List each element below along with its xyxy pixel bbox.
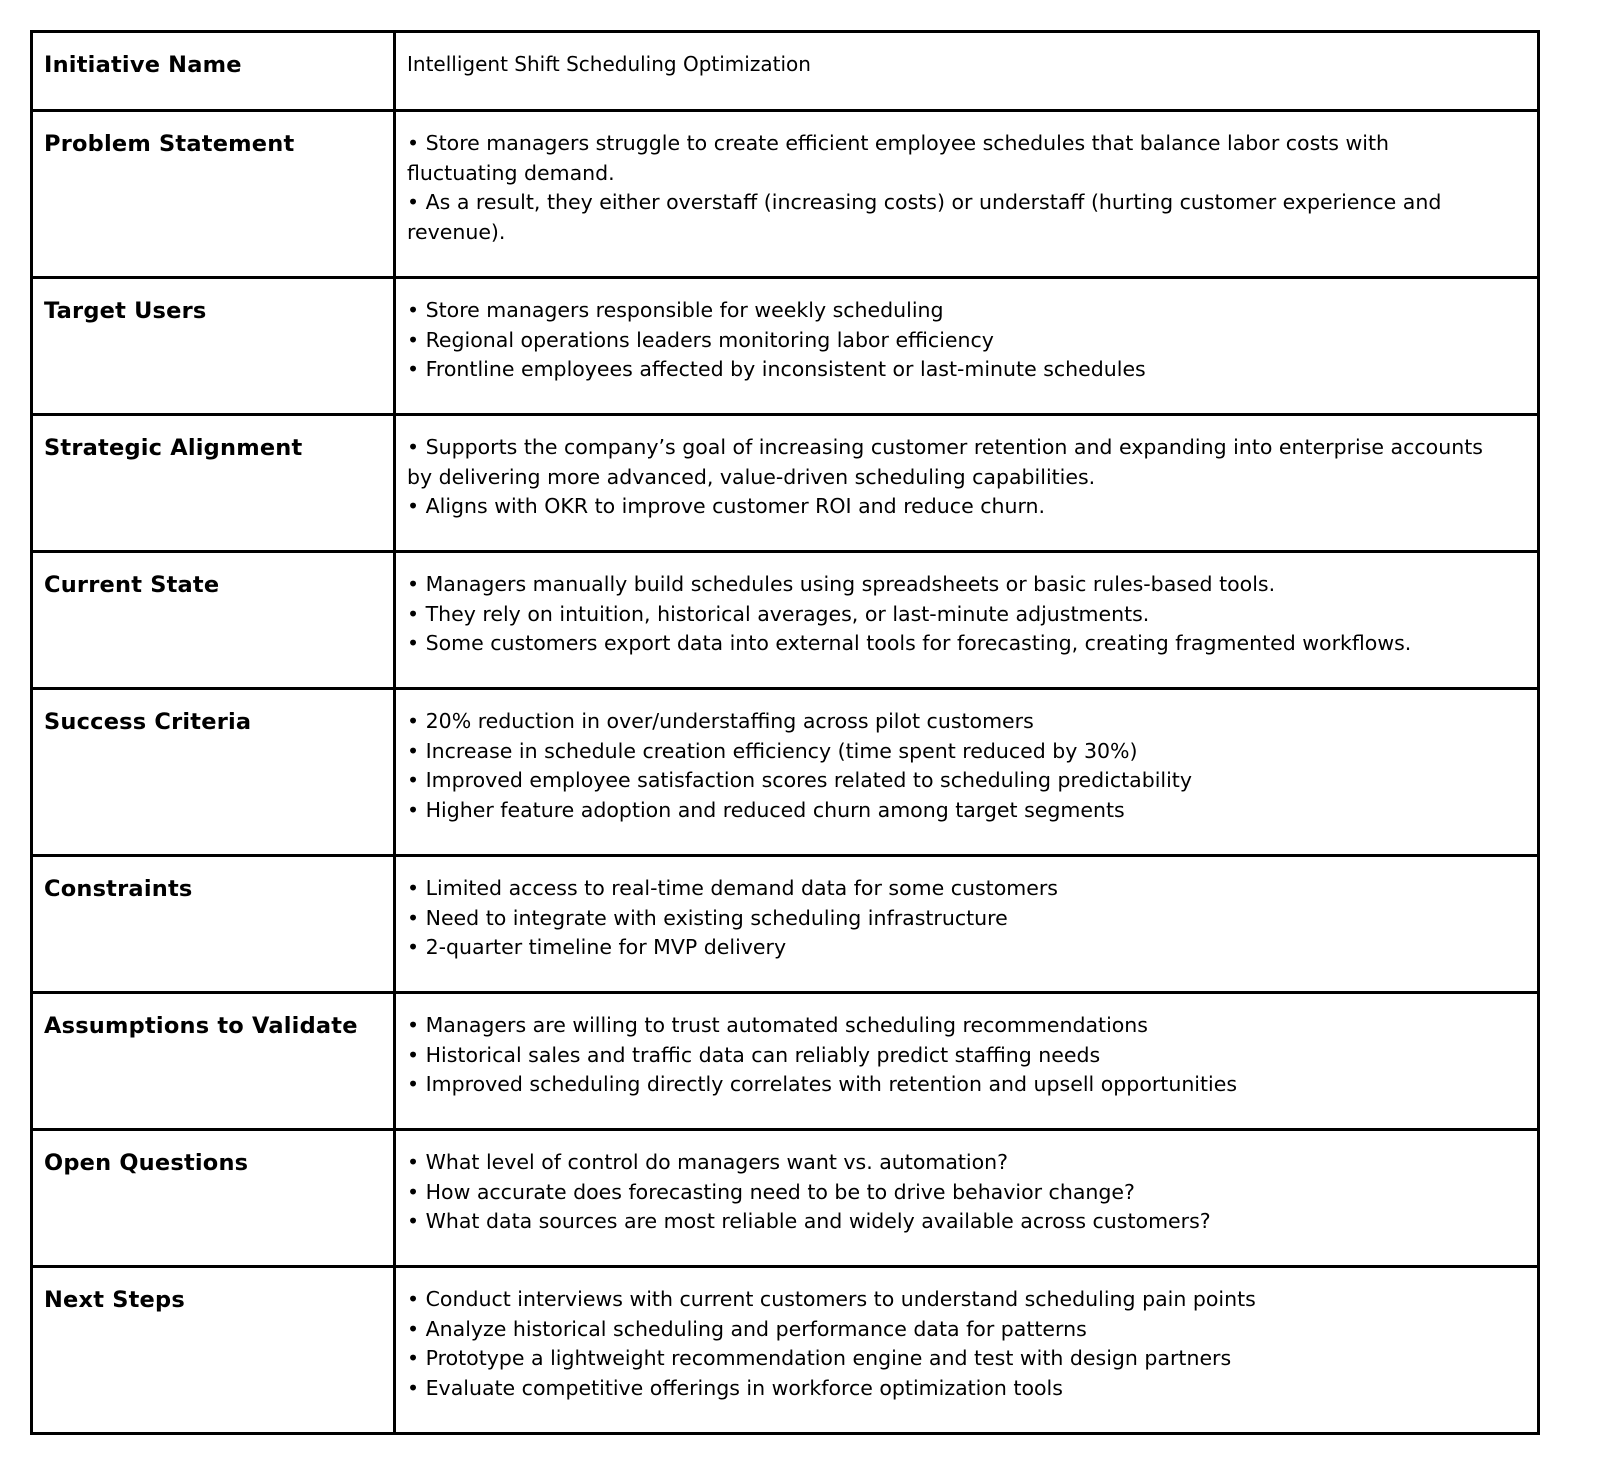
row-value: [395, 1130, 1539, 1267]
bullet-item: • Regional operations leaders monitoring labor efficiency: [407, 326, 1497, 356]
row-value: [395, 111, 1539, 278]
bullet-item: • 20% reduction in over/understaffing across pilot customers: [407, 707, 1497, 737]
bullet-item: • Improved employee satisfaction scores related to scheduling predictability: [407, 766, 1497, 796]
row-open-questions: [32, 1130, 1539, 1267]
row-label: Target Users: [32, 278, 395, 415]
row-value: [395, 552, 1539, 689]
initiative-brief-table: [30, 30, 1540, 1435]
row-label: Constraints: [32, 856, 395, 993]
bullet-item: • Frontline employees affected by inconsistent or last-minute schedules: [407, 355, 1497, 385]
initiative-name-value: Intelligent Shift Scheduling Optimization: [407, 52, 811, 76]
row-value: [395, 1267, 1539, 1434]
bullet-item: • 2-quarter timeline for MVP delivery: [407, 933, 1497, 963]
row-initiative-name: [32, 32, 1539, 111]
row-label: Strategic Alignment: [32, 415, 395, 552]
row-current-state: [32, 552, 1539, 689]
bullet-item: • As a result, they either overstaff (increasing costs) or understaff (hurting customer experience and revenue).: [407, 188, 1497, 247]
row-label: Success Criteria: [32, 689, 395, 856]
bullet-item: • How accurate does forecasting need to be to drive behavior change?: [407, 1178, 1497, 1208]
bullet-item: • Higher feature adoption and reduced churn among target segments: [407, 796, 1497, 826]
row-value: [395, 689, 1539, 856]
row-value: [395, 415, 1539, 552]
row-value: [395, 993, 1539, 1130]
bullet-item: • Historical sales and traffic data can reliably predict staffing needs: [407, 1041, 1497, 1071]
bullet-item: • Managers manually build schedules using spreadsheets or basic rules-based tools.: [407, 570, 1497, 600]
bullet-item: • Prototype a lightweight recommendation engine and test with design partners: [407, 1344, 1497, 1374]
bullet-item: • Increase in schedule creation efficiency (time spent reduced by 30%): [407, 737, 1497, 767]
bullet-item: • Managers are willing to trust automated scheduling recommendations: [407, 1011, 1497, 1041]
row-value: [395, 856, 1539, 993]
bullet-item: • Evaluate competitive offerings in workforce optimization tools: [407, 1374, 1497, 1404]
row-success-criteria: [32, 689, 1539, 856]
bullet-item: • They rely on intuition, historical averages, or last-minute adjustments.: [407, 600, 1497, 630]
row-target-users: [32, 278, 1539, 415]
bullet-item: • What data sources are most reliable and widely available across customers?: [407, 1207, 1497, 1237]
bullet-item: • Conduct interviews with current customers to understand scheduling pain points: [407, 1285, 1497, 1315]
bullet-item: • Need to integrate with existing scheduling infrastructure: [407, 904, 1497, 934]
bullet-item: • Aligns with OKR to improve customer ROI and reduce churn.: [407, 492, 1497, 522]
row-label: Assumptions to Validate: [32, 993, 395, 1130]
bullet-item: • Analyze historical scheduling and performance data for patterns: [407, 1315, 1497, 1345]
row-label: Current State: [32, 552, 395, 689]
row-assumptions-to-validate: [32, 993, 1539, 1130]
row-label: Problem Statement: [32, 111, 395, 278]
bullet-item: • Supports the company’s goal of increasing customer retention and expanding into enterprise accounts by delivering more advanced, value-driven scheduling capabilities.: [407, 433, 1497, 492]
row-label: Open Questions: [32, 1130, 395, 1267]
row-next-steps: [32, 1267, 1539, 1434]
bullet-item: • What level of control do managers want vs. automation?: [407, 1148, 1497, 1178]
row-strategic-alignment: [32, 415, 1539, 552]
row-constraints: [32, 856, 1539, 993]
row-value: [395, 278, 1539, 415]
bullet-item: • Some customers export data into external tools for forecasting, creating fragmented workflows.: [407, 629, 1497, 659]
bullet-item: • Store managers struggle to create efficient employee schedules that balance labor costs with fluctuating demand.: [407, 129, 1497, 188]
row-value: [395, 32, 1539, 111]
bullet-item: • Improved scheduling directly correlates with retention and upsell opportunities: [407, 1070, 1497, 1100]
bullet-item: • Store managers responsible for weekly scheduling: [407, 296, 1497, 326]
row-problem-statement: [32, 111, 1539, 278]
row-label: Next Steps: [32, 1267, 395, 1434]
row-label: Initiative Name: [32, 32, 395, 111]
bullet-item: • Limited access to real-time demand data for some customers: [407, 874, 1497, 904]
